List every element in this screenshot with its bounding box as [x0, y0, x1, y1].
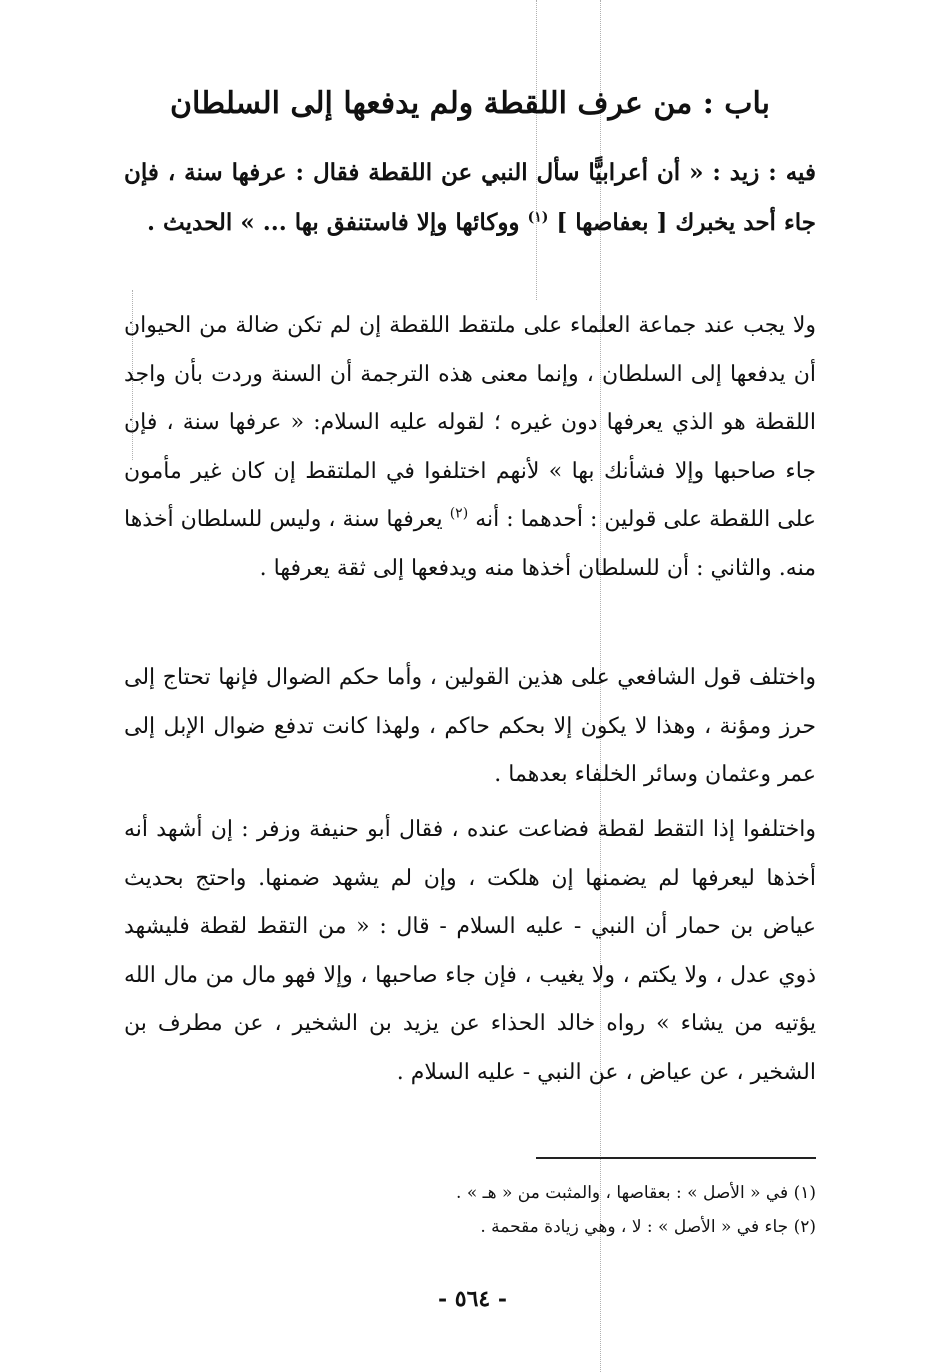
paragraph-3: واختلفوا إذا التقط لقطة فضاعت عنده ، فقال أبو حنيفة وزفر : إن أشهد أنه أخذها ليعرفها لم يضمنها إن هلكت ، وإن لم يشهد ضمنها. واحتج بحديث عياض بن حمار أن النبي - عليه السلام - قال : « من التقط لقطة فليشهد ذوي عدل ، ولا يكتم ، ولا يغيب ، فإن جاء صاحبها ، وإلا فهو مال من مال الله يؤتيه من يشاء » رواه خالد الحذاء عن يزيد بن الشخير ، عن مطرف بن الشخير ، عن عياض ، عن النبي - عليه السلام . — [124, 817, 816, 1085]
hadith-text-part: ووكائها وإلا فاستنفق بها ... » الحديث . — [147, 209, 520, 236]
footnote-2: (٢) جاء في « الأصل » : لا ، وهي زيادة مقحمة . — [480, 1217, 816, 1237]
paragraph-2: واختلف قول الشافعي على هذين القولين ، وأما حكم الضوال فإنها تحتاج إلى حرز ومؤنة ، وهذا لا يكون إلا بحكم حاكم ، ولهذا كانت تدفع ضوال الإبل إلى عمر وعثمان وسائر الخلفاء بعدهما . — [124, 665, 816, 787]
footnotes — [300, 1176, 816, 1244]
page-number: - ٥٦٤ - — [437, 1286, 508, 1312]
paragraph-1-text: يعرفها سنة ، وليس للسلطان أخذها منه. والثاني : أن للسلطان أخذها منه ويدفعها إلى ثقة يعرفها . — [124, 507, 816, 581]
hadith-text — [124, 148, 816, 248]
footnote-1: (١) في « الأصل » : بعقاصها ، والمثبت من « هـ » . — [456, 1183, 816, 1203]
paragraph-1-text: ولا يجب عند جماعة العلماء على ملتقط اللقطة إن لم تكن ضالة من الحيوان أن يدفعها إلى السلطان ، وإنما معنى هذه الترجمة أن السنة وردت بأن واجد اللقطة هو الذي يعرفها دون غيره ؛ لقوله عليه السلام: « عرفها سنة ، فإن جاء صاحبها وإلا فشأنك بها » لأنهم اختلفوا في الملتقط إن كان غير مأمون على اللقطة على قولين : أحدهما : أنه — [124, 313, 816, 532]
paragraph-1 — [124, 302, 816, 593]
footnote-reference-2: (٢) — [449, 505, 469, 522]
hadith-text-part: فيه : زيد : « أن أعرابيًّا سأل النبي عن اللقطة فقال : عرفها سنة ، فإن جاء أحد يخبرك [ بعفاصها ] — [124, 159, 816, 236]
footnote-separator — [536, 1157, 816, 1159]
footnote-reference-1: (١) — [527, 209, 549, 226]
chapter-heading: باب : من عرف اللقطة ولم يدفعها إلى السلطان — [170, 86, 770, 121]
